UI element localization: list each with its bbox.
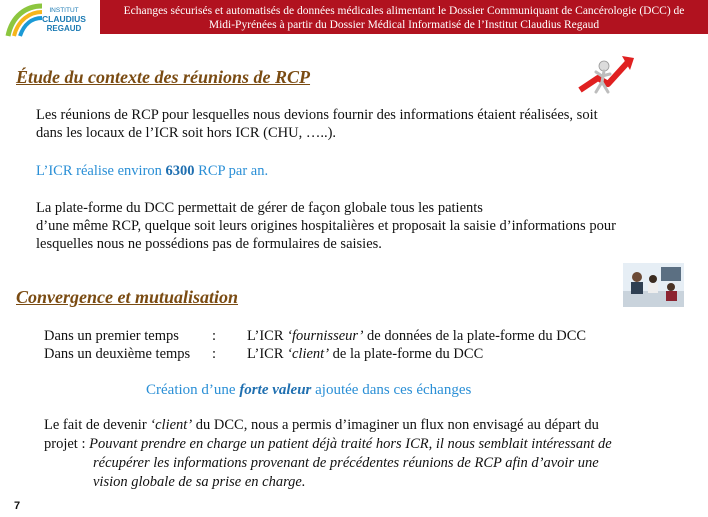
header-line-2: Midi-Pyrénées à partir du Dossier Médical Informatisé de l’Institut Claudius Regaud <box>208 19 600 31</box>
logo-line-3: REGAUD <box>46 24 82 33</box>
client-paragraph-line-3: récupérer les informations provenant de précédentes réunions de RCP afin d’avoir une <box>93 455 599 471</box>
section-title-convergence: Convergence et mutualisation <box>16 287 239 307</box>
climbing-figure-arrow-icon <box>578 52 634 98</box>
value-highlight: Création d’une forte valeur ajoutée dans ces échanges <box>146 382 472 398</box>
page-number: 7 <box>14 500 21 512</box>
logo-line-1: INSTITUT <box>49 7 79 14</box>
logo-line-2: CLAUDIUS <box>42 14 86 24</box>
client-paragraph-line-4: vision globale de sa prise en charge. <box>93 474 306 490</box>
rcp-count-line: L’ICR réalise environ 6300 RCP par an. <box>36 163 269 179</box>
header-banner <box>100 0 708 34</box>
meeting-photo-icon <box>623 263 684 307</box>
context-paragraph-3: La plate-forme du DCC permettait de gérer de façon globale tous les patients d’une même RCP, quelque soit leurs origines hospitalières et proposait la saisie d’informations pour lesquelles nous ne possédions pas de formulaires de saisies. <box>36 200 616 252</box>
header-line-1: Echanges sécurisés et automatisés de données médicales alimentant le Dossier Communiquant de Cancérologie (DCC) de <box>123 5 685 17</box>
role-client: ‘client’ <box>287 346 330 362</box>
section-title-context: Étude du contexte des réunions de RCP <box>16 67 311 87</box>
rcp-count-number: 6300 <box>165 163 195 179</box>
institut-logo <box>4 2 96 38</box>
role-supplier: ‘fournisseur’ <box>287 328 364 344</box>
client-paragraph-line-2: projet : Pouvant prendre en charge un patient déjà traité hors ICR, il nous semblait intéressant de <box>44 436 612 452</box>
client-paragraph-line-1: Le fait de devenir ‘client’ du DCC, nous a permis d’imaginer un flux non envisagé au départ du <box>44 417 599 433</box>
role-row-second: Dans un deuxième temps : L’ICR ‘client’ de la plate-forme du DCC <box>44 346 484 362</box>
context-paragraph-1: Les réunions de RCP pour lesquelles nous devions fournir des informations étaient réalisées, soit dans les locaux de l’ICR soit hors ICR (CHU, …..). <box>36 107 598 141</box>
role-row-first: Dans un premier temps : L’ICR ‘fournisseur’ de données de la plate-forme du DCC <box>44 328 587 344</box>
